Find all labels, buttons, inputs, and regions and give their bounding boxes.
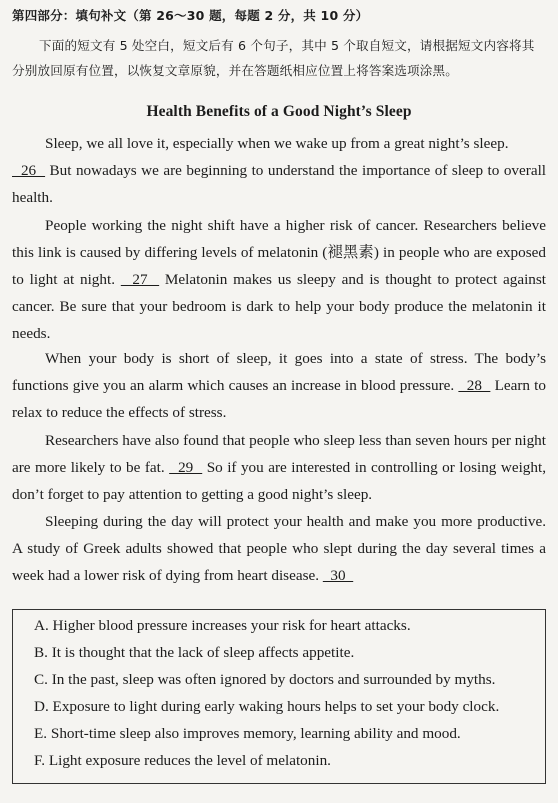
paragraph-5 <box>12 508 546 589</box>
blank-26: 26 <box>12 162 46 179</box>
option-f: F. Light exposure reduces the level of melatonin. <box>34 752 331 769</box>
paragraph-1 <box>12 130 546 211</box>
blank-29: 29 <box>169 459 203 476</box>
paragraph-text: Melatonin makes us sleepy and is thought to protect against cancer. Be sure that your bedroom is dark to help your body produce the melatonin it needs. <box>12 271 547 342</box>
article-title: Health Benefits of a Good Night’s Sleep <box>146 103 412 120</box>
paragraph-text: So if you are interested in controlling or losing weight, don’t forget to pay attention to getting a good night’s sleep. <box>12 459 546 503</box>
blank-28: 28 <box>458 377 491 394</box>
paragraph-text: People working the night shift have a higher risk of cancer. Researchers believe this link is caused by differing levels of melatonin (褪黑素) in people who are exposed to light at night. <box>12 217 546 288</box>
paragraph-text: But nowadays we are beginning to understand the importance of sleep to overall health. <box>12 162 547 206</box>
option-a: A. Higher blood pressure increases your risk for heart attacks. <box>34 617 411 634</box>
option-b: B. It is thought that the lack of sleep affects appetite. <box>34 644 355 661</box>
paragraph-2 <box>12 212 546 347</box>
blank-27: 27 <box>120 271 160 288</box>
option-e: E. Short-time sleep also improves memory, learning ability and mood. <box>34 725 461 742</box>
paragraph-text: Researchers have also found that people who sleep less than seven hours per night are more likely to be fat. <box>12 432 546 476</box>
options-box <box>12 609 546 784</box>
option-d: D. Exposure to light during early waking hours helps to set your body clock. <box>34 698 500 715</box>
section-heading: 第四部分：填句补文（第 26～30 题，每题 2 分，共 10 分） <box>12 8 369 23</box>
paragraph-text: When your body is short of sleep, it goes into a state of stress. The body’s functions give you an alarm which causes an increase in blood pressure. <box>12 350 546 394</box>
option-c: C. In the past, sleep was often ignored by doctors and surrounded by myths. <box>34 671 496 688</box>
paragraph-text: Sleeping during the day will protect your health and make you more productive. A study of Greek adults showed that people who slept during the day several times a week had a lower risk of dying from heart disease. <box>12 513 546 584</box>
paragraph-3 <box>12 345 546 426</box>
blank-30: 30 <box>322 567 354 584</box>
paragraph-4 <box>12 427 546 508</box>
paragraph-text: Learn to relax to reduce the effects of stress. <box>12 377 546 421</box>
paragraph-text: Sleep, we all love it, especially when we wake up from a great night’s sleep. <box>45 135 509 152</box>
instructions: 下面的短文有 5 处空白，短文后有 6 个句子，其中 5 个取自短文，请根据短文内容将其分别放回原有位置，以恢复文章原貌，并在答题纸相应位置上将答案选项涂黑。 <box>12 38 535 78</box>
